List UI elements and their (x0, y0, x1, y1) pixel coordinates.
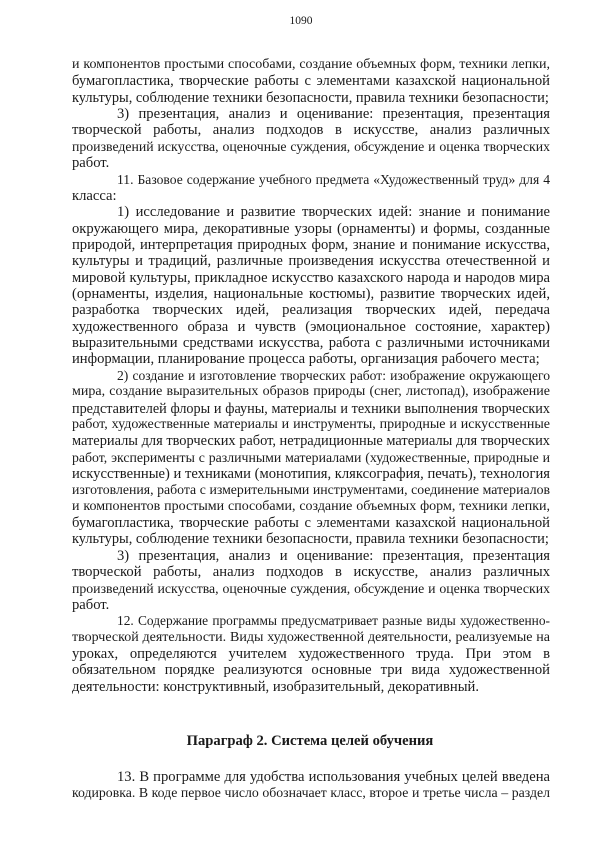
text-line: 1) исследование и развитие творческих идей: знание и понимание (117, 204, 550, 221)
text-line: бумагопластика, творческие работы с элементами казахской национальной (72, 515, 550, 532)
text-line: 13. В программе для удобства использования учебных целей введена (117, 769, 550, 785)
text-line: разработка творческих идей, реализация творческих идей, передача (72, 302, 550, 319)
text-line: природой, интерпретация природных форм, знание и понимание искусства, (72, 236, 550, 253)
text-line: класса: (72, 187, 117, 204)
text-line: 12. Содержание программы предусматривает разные виды художественно- (117, 613, 550, 629)
text-line: мировой культуры, прикладное искусство казахского народа и народов мира (72, 269, 550, 286)
text-line: мира, создание выразительных образов природы (снег, листопад), изображение (72, 384, 550, 400)
document-body-continued (72, 769, 550, 802)
text-line: 11. Базовое содержание учебного предмета «Художественный труд» для 4 (117, 171, 550, 187)
text-line: (орнаменты, изделия, национальные костюмы), развитие творческих идей, (72, 286, 550, 303)
text-line: работ. (72, 155, 110, 172)
text-line: выразительными средствами искусства, работа с различными источниками (72, 335, 550, 352)
text-line: работ, эксперименты с различными материалами (художественные, природные и (72, 449, 550, 465)
text-line: творческой деятельности. Виды художественной деятельности, реализуемые на (72, 629, 550, 645)
text-line: уроках, определяются учителем художественного труда. При этом в (72, 645, 550, 662)
page-number: 1090 (289, 15, 313, 27)
text-line: произведений искусства, оценочные суждения, обсуждение и оценка творческих (72, 138, 550, 154)
text-line: культуры, соблюдение техники безопасности, правила техники безопасности; (72, 89, 549, 106)
text-line: материалы для творческих работ, нетрадиционные материалы для творческих (72, 433, 550, 450)
text-line: обязательном порядке реализуются основные три вида художественной (72, 662, 550, 679)
text-line: и компонентов простыми способами, создание объемных форм, техники лепки, (72, 57, 550, 72)
document-body (72, 57, 550, 695)
text-line: представителей флоры и фауны, материалы и техники выполнения творческих (72, 400, 550, 417)
text-line: творческой работы, анализ подходов в искусстве, анализ различных (72, 564, 550, 581)
text-line: искусственные) и техниками (монотипия, кляксография, печать), технология (72, 465, 550, 482)
section-heading: Параграф 2. Система целей обучения (186, 733, 434, 749)
text-line: бумагопластика, творческие работы с элементами казахской национальной (72, 73, 550, 90)
text-line: информации, планирование процесса работы, организация рабочего места; (72, 351, 540, 368)
text-line: культуры, соблюдение техники безопасности, правила техники безопасности; (72, 531, 549, 548)
text-line: деятельности: конструктивный, изобразительный, декоративный. (72, 678, 480, 695)
text-line: культуры и традиций, различные произведения искусства отечественной и (72, 253, 550, 270)
text-line: работ, художественные материалы и инструменты, природные и искусственные (72, 416, 550, 432)
text-line: изготовления, работа с измерительными инструментами, соединение материалов (72, 482, 550, 498)
text-line: и компонентов простыми способами, создание объемных форм, техники лепки, (72, 498, 550, 514)
text-line: творческой работы, анализ подходов в искусстве, анализ различных (72, 122, 550, 139)
text-line: художественного образа и чувств (эмоциональное состояние, характер) (72, 318, 550, 335)
text-line: 3) презентация, анализ и оценивание: презентация, презентация (117, 106, 550, 123)
text-line: окружающего мира, декоративные узоры (орнаменты) и формы, созданные (72, 220, 550, 237)
text-line: работ. (72, 596, 110, 613)
text-line: 3) презентация, анализ и оценивание: презентация, презентация (117, 547, 550, 564)
text-line: произведений искусства, оценочные суждения, обсуждение и оценка творческих (72, 580, 550, 596)
text-line: кодировка. В коде первое число обозначает класс, второе и третье числа – раздел (72, 785, 550, 801)
text-line: 2) создание и изготовление творческих работ: изображение окружающего (117, 367, 550, 383)
